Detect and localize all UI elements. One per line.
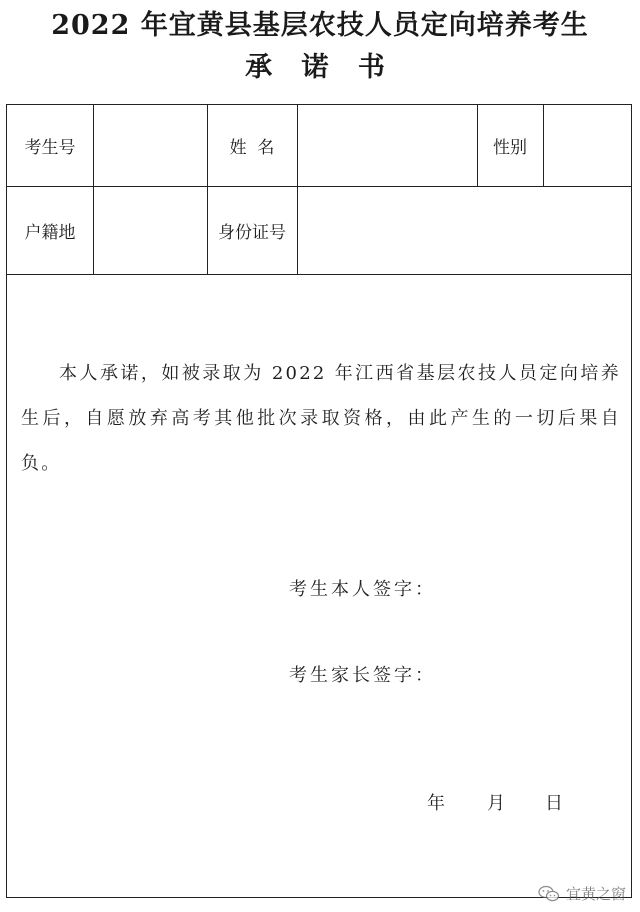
row2-bottom-line <box>7 274 631 275</box>
row1-divider-3 <box>297 105 298 186</box>
name-field[interactable] <box>299 105 477 186</box>
row1-divider-1 <box>93 105 94 186</box>
id-number-field[interactable] <box>299 186 629 274</box>
household-field[interactable] <box>95 186 207 274</box>
watermark-text: 宜黄之窗 <box>565 885 626 903</box>
exam-number-label: 考生号 <box>24 138 76 158</box>
watermark <box>538 883 626 904</box>
pledge-form <box>6 104 632 898</box>
wechat-icon <box>538 885 560 903</box>
gender-field[interactable] <box>545 105 631 186</box>
id-number-label: 身份证号 <box>218 222 286 243</box>
date-day: 日 <box>545 793 563 814</box>
date-month: 月 <box>487 793 505 814</box>
pledge-statement: 本人承诺，如被录取为 2022 年江西省基层农技人员定向培养生后，自愿放弃高考其他批次录取资格，由此产生的一切后果自负。 <box>21 363 621 474</box>
row2-divider-3 <box>297 186 298 274</box>
gender-label: 性别 <box>493 138 527 158</box>
document-title-line1: 2022 年宜黄县基层农技人员定向培养考生 <box>51 10 589 41</box>
row2-divider-1 <box>93 186 94 274</box>
name-label: 姓 名 <box>229 138 275 158</box>
row1-divider-5 <box>543 105 544 186</box>
document-title-line2: 承 诺 书 <box>245 52 395 83</box>
exam-number-field[interactable] <box>95 105 207 186</box>
student-signature-label: 考生本人签字： <box>289 579 436 600</box>
parent-signature-label: 考生家长签字： <box>289 665 436 686</box>
date-year: 年 <box>427 793 445 814</box>
household-label: 户籍地 <box>24 222 76 243</box>
